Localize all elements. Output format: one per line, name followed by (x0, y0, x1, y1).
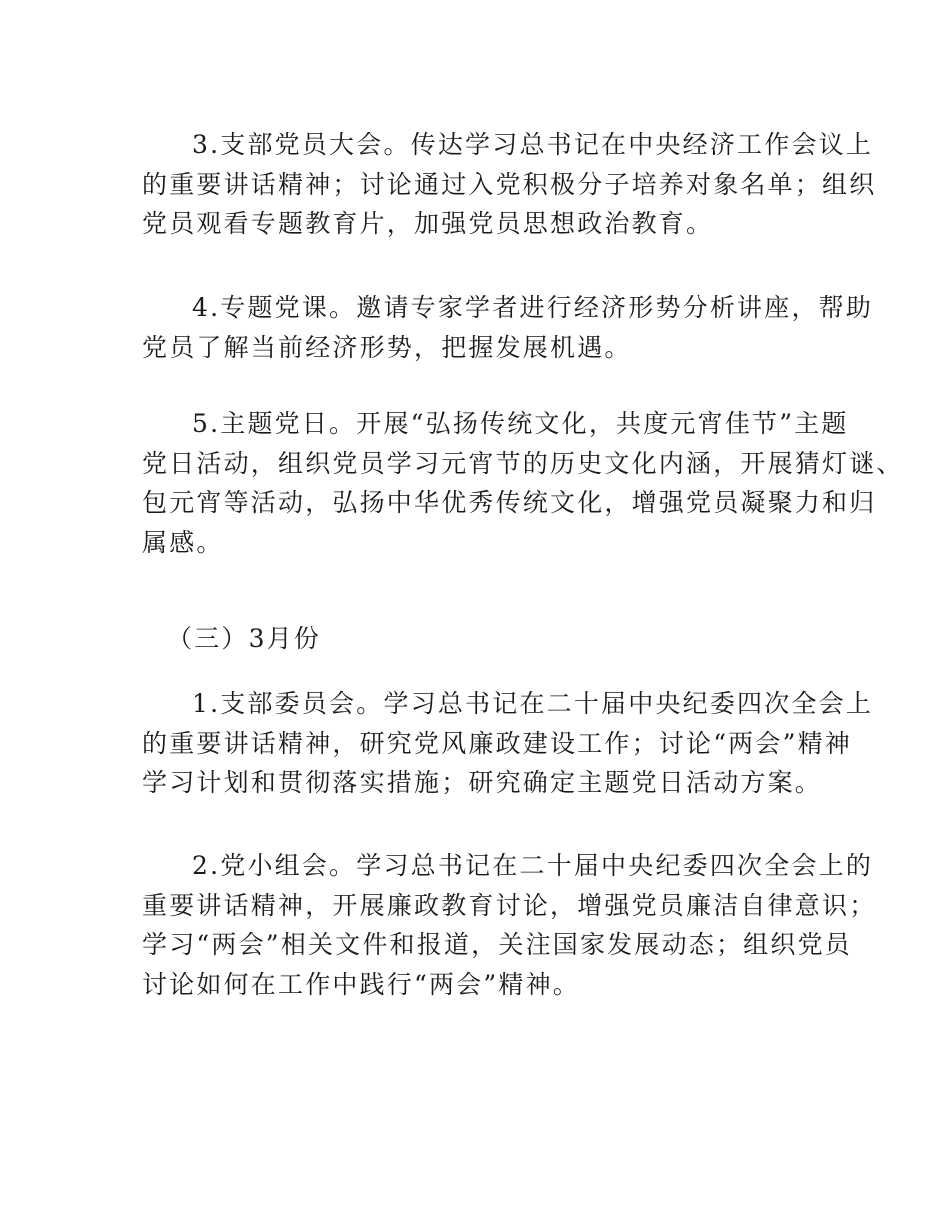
text-line: 5.主题党日。开展“弘扬传统文化，共度元宵佳节”主题 (192, 409, 849, 438)
text-line: 1.支部委员会。学习总书记在二十届中央纪委四次全会上 (192, 689, 874, 718)
paragraph-party-group-meeting (142, 846, 877, 1004)
text-line: 的重要讲话精神，研究党风廉政建设工作；讨论“两会”精神 (142, 728, 852, 758)
text-line: 属感。 (142, 527, 224, 557)
paragraph-branch-members-meeting (142, 125, 877, 244)
paragraph-branch-committee (142, 684, 874, 803)
text-line: 党员观看专题教育片，加强党员思想政治教育。 (142, 209, 714, 238)
text-line: 党日活动，组织党员学习元宵节的历史文化内涵，开展猜灯谜、 (142, 448, 904, 478)
paragraph-special-party-lecture (142, 288, 874, 367)
text-line: 党员了解当前经济形势，把握发展机遇。 (142, 332, 632, 362)
text-line: 包元宵等活动，弘扬中华优秀传统文化，增强党员凝聚力和归 (142, 488, 877, 517)
text-line: 3.支部党员大会。传达学习总书记在中央经济工作会议上 (192, 130, 874, 159)
text-line: 的重要讲话精神；讨论通过入党积极分子培养对象名单；组织 (142, 169, 877, 199)
paragraph-theme-party-day (142, 404, 904, 562)
text-line: 讨论如何在工作中践行“两会”精神。 (142, 969, 580, 999)
text-line: 2.党小组会。学习总书记在二十届中央纪委四次全会上的 (192, 851, 874, 880)
text-line: 学习计划和贯彻落实措施；研究确定主题党日活动方案。 (142, 768, 823, 797)
text-line: 学习“两会”相关文件和报道，关注国家发展动态；组织党员 (142, 930, 852, 959)
text-line: 重要讲话精神，开展廉政教育讨论，增强党员廉洁自律意识； (142, 890, 877, 920)
text-line: 4.专题党课。邀请专家学者进行经济形势分析讲座，帮助 (192, 293, 874, 322)
section-heading-march: （三）3月份 (167, 624, 322, 653)
